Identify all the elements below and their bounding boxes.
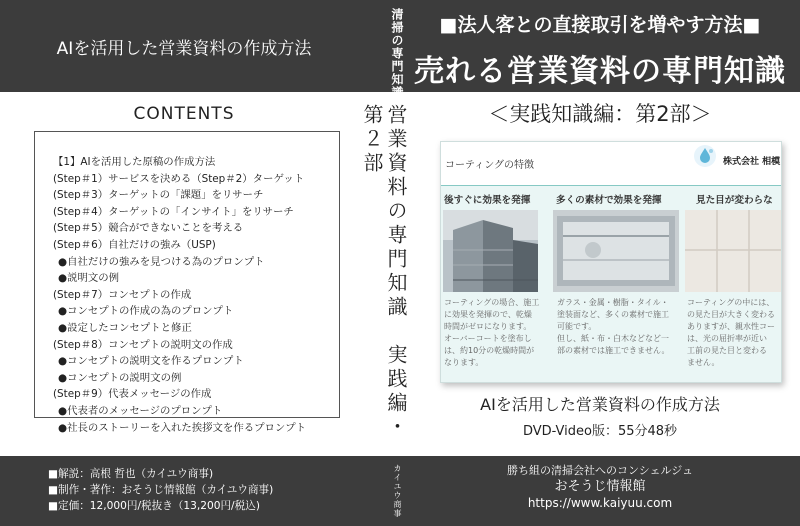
- slide-text-line: は、光の屈折率が近い: [687, 334, 767, 343]
- slide-header-title: コーティングの特徴: [445, 160, 534, 171]
- slide-text-line: は、約10分の乾燥時間が: [444, 346, 535, 355]
- edition-label: ＜実践知識編：第2部＞: [488, 102, 712, 126]
- toc-item: ●自社だけの強みを見つける為のプロンプト: [58, 255, 265, 268]
- runtime-label: DVD-Video版：55分48秒: [522, 424, 678, 439]
- front-subtitle: ■法人客との直接取引を増やす方法■: [439, 14, 761, 36]
- building-photo: [443, 210, 538, 292]
- slide-text-line: ガラス・金属・樹脂・タイル・: [557, 298, 669, 307]
- droplet-logo-icon: [693, 144, 717, 168]
- footer-url: https://www.kaiyuu.com: [527, 496, 673, 510]
- toc-item: (Step＃3）ターゲットの「課題」をリサーチ: [53, 189, 264, 202]
- table-of-contents: [34, 131, 340, 434]
- front-title: 売れる営業資料の専門知識: [414, 54, 786, 89]
- tile-wall-photo: [685, 210, 781, 292]
- slide-text-line: に効果を発揮ので、乾燥: [444, 310, 532, 319]
- slide-column-text: [687, 297, 775, 369]
- contents-heading: CONTENTS: [133, 104, 235, 124]
- credits: [48, 466, 273, 514]
- slide-column-label: 多くの素材で効果を発揮: [556, 195, 662, 206]
- slide-text-line: オーバーコートを塗布し: [444, 334, 532, 343]
- toc-item: ●代表者のメッセージのプロンプト: [58, 404, 223, 417]
- slide-text-line: コーティングの中には、: [687, 298, 775, 307]
- slide-text-line: なります。: [444, 358, 484, 367]
- slide-text-line: 部の素材では施工できません。: [557, 346, 670, 355]
- toc-item: 【1】AIを活用した原稿の作成方法: [53, 156, 216, 168]
- toc-item: ●設定したコンセプトと修正: [58, 321, 192, 334]
- credit-commentary: ■解説：高根 哲也（カイユウ商事): [48, 468, 214, 480]
- slide-column-text: [557, 297, 669, 357]
- footer-brand: おそうじ情報館: [554, 479, 646, 494]
- slide-text-line: 時間がゼロになります。: [444, 322, 532, 331]
- slide-company-name: 株式会社 相模: [723, 157, 781, 167]
- toc-item: ●コンセプトの作成の為のプロンプト: [58, 305, 234, 318]
- toc-item: (Step＃8）コンセプトの説明文の作成: [53, 338, 233, 351]
- slide-header: [441, 142, 781, 186]
- slide-text-line: ません。: [687, 358, 720, 367]
- toc-item: (Step＃9）代表メッセージの作成: [53, 388, 212, 401]
- toc-item: ●社長のストーリーを入れた挨拶文を作るプロンプト: [58, 421, 307, 434]
- spine-title-text: 営業資料の専門知識 実践編・第２部: [360, 104, 408, 440]
- slide-text-line: コーティングの場合、施工: [444, 298, 540, 307]
- slide-column-label: 後すぐに効果を発揮: [444, 195, 531, 206]
- footer-tagline: 勝ち組の清掃会社へのコンシェルジュ: [506, 464, 693, 477]
- sink-photo: [553, 210, 679, 292]
- toc-item: (Step＃1）サービスを決める（Step＃2）ターゲット: [53, 172, 305, 185]
- spine-publisher: カイユウ商事: [393, 464, 402, 518]
- slide-text-line: の見た目が大きく変わる: [687, 310, 775, 319]
- toc-item: (Step＃7）コンセプトの作成: [53, 288, 192, 301]
- slide-text-line: 可能です。: [557, 322, 597, 331]
- slide-text-line: ありますが、親水性コー: [687, 322, 775, 331]
- toc-item: (Step＃5）競合ができないことを考える: [53, 222, 244, 235]
- back-cover-title: AIを活用した営業資料の作成方法: [56, 38, 312, 59]
- slide-column-text: [444, 297, 539, 369]
- spine-title: [360, 104, 408, 450]
- toc-item: (Step＃4）ターゲットの「インサイト」をリサーチ: [53, 205, 294, 218]
- toc-item: (Step＃6）自社だけの強み（USP): [53, 238, 216, 251]
- credit-production: ■制作・著作：おそうじ情報館（カイユウ商事): [48, 484, 274, 496]
- slide-text-line: 塗装面など、多くの素材で施工: [557, 310, 669, 319]
- slide-divider: [441, 185, 781, 186]
- slide-column-label: 見た目が変わらな: [696, 195, 773, 206]
- front-footer: [400, 463, 800, 512]
- slide-text-line: 但し、紙・布・白木などなど一: [557, 334, 669, 343]
- toc-item: ●説明文の例: [58, 272, 120, 285]
- spine-top-text: 清掃の専門知識: [390, 8, 404, 99]
- sample-slide: [440, 141, 782, 383]
- credit-price: ■定価：12,000円/税抜き（13,200円/税込): [48, 500, 260, 512]
- front-caption: AIを活用した営業資料の作成方法: [480, 395, 720, 414]
- toc-item: ●コンセプトの説明文の例: [58, 371, 182, 384]
- slide-text-line: 工前の見た目と変わる: [687, 346, 767, 355]
- toc-item: ●コンセプトの説明文を作るプロンプト: [58, 355, 244, 368]
